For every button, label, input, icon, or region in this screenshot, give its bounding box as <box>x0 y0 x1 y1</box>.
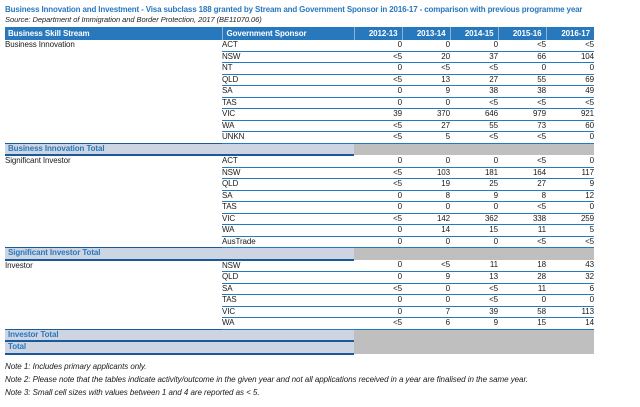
grand-total-row <box>5 341 594 354</box>
value-cell: 117 <box>546 167 594 179</box>
table-row <box>5 213 594 225</box>
value-cell: 0 <box>354 86 402 98</box>
source-line: Source: Department of Immigration and Border Protection, 2017 (BE11070.06) <box>5 15 262 24</box>
value-cell: <5 <box>402 63 450 75</box>
value-cell: 7 <box>402 306 450 318</box>
table-row <box>5 167 594 179</box>
total-values-cell <box>354 248 594 260</box>
sponsor-cell: NSW <box>222 51 354 63</box>
value-cell: 0 <box>402 202 450 214</box>
value-cell: 15 <box>498 318 546 330</box>
value-cell: 37 <box>450 51 498 63</box>
value-cell: 14 <box>402 225 450 237</box>
value-cell: 20 <box>402 51 450 63</box>
value-cell: <5 <box>402 260 450 272</box>
total-values-cell <box>354 329 594 341</box>
stream-cell <box>5 63 222 75</box>
value-cell: <5 <box>546 40 594 51</box>
total-label-cell: Significant Investor Total <box>5 248 354 260</box>
stream-cell <box>5 213 222 225</box>
column-header-government-sponsor: Government Sponsor <box>222 27 354 40</box>
sponsor-cell: WA <box>222 120 354 132</box>
sponsor-cell: ACT <box>222 155 354 167</box>
stream-cell <box>5 272 222 284</box>
value-cell: 5 <box>402 132 450 144</box>
value-cell: 5 <box>546 225 594 237</box>
stream-cell <box>5 202 222 214</box>
table-row <box>5 97 594 109</box>
header-row <box>5 27 594 40</box>
value-cell: 113 <box>546 306 594 318</box>
table-row <box>5 86 594 98</box>
sponsor-cell: SA <box>222 86 354 98</box>
table-row <box>5 132 594 144</box>
value-cell: 38 <box>450 86 498 98</box>
value-cell: 0 <box>402 236 450 248</box>
value-cell: 0 <box>402 97 450 109</box>
stream-cell <box>5 97 222 109</box>
value-cell: 9 <box>402 272 450 284</box>
sponsor-cell: UNKN <box>222 132 354 144</box>
total-values-cell <box>354 143 594 155</box>
sponsor-cell: QLD <box>222 272 354 284</box>
value-cell: 49 <box>546 86 594 98</box>
table-body <box>5 40 594 354</box>
value-cell: <5 <box>354 167 402 179</box>
value-cell: 338 <box>498 213 546 225</box>
value-cell: 18 <box>498 260 546 272</box>
value-cell: 0 <box>546 295 594 307</box>
value-cell: 19 <box>402 179 450 191</box>
value-cell: 259 <box>546 213 594 225</box>
stream-cell <box>5 51 222 63</box>
value-cell: 181 <box>450 167 498 179</box>
stream-cell <box>5 109 222 121</box>
value-cell: 9 <box>546 179 594 191</box>
value-cell: 55 <box>498 74 546 86</box>
value-cell: 27 <box>450 74 498 86</box>
note-2: Note 2: Please note that the tables indicate activity/outcome in the given year and not all applications received in a year are finalised in the same year. <box>5 374 528 384</box>
table-row <box>5 306 594 318</box>
stream-cell <box>5 86 222 98</box>
sponsor-cell: TAS <box>222 295 354 307</box>
value-cell: 73 <box>498 120 546 132</box>
value-cell: 9 <box>402 86 450 98</box>
value-cell: 0 <box>546 155 594 167</box>
table-row <box>5 295 594 307</box>
value-cell: 12 <box>546 190 594 202</box>
value-cell: 142 <box>402 213 450 225</box>
sponsor-cell: WA <box>222 225 354 237</box>
column-header-2015-16: 2015-16 <box>498 27 546 40</box>
value-cell: 13 <box>450 272 498 284</box>
value-cell: <5 <box>498 202 546 214</box>
stream-cell <box>5 225 222 237</box>
stream-cell: Investor <box>5 260 33 270</box>
value-cell: 8 <box>498 190 546 202</box>
value-cell: 38 <box>498 86 546 98</box>
value-cell: 58 <box>498 306 546 318</box>
stream-cell <box>5 167 222 179</box>
value-cell: 921 <box>546 109 594 121</box>
stream-cell <box>5 318 222 330</box>
value-cell: 43 <box>546 260 594 272</box>
value-cell: 0 <box>354 97 402 109</box>
value-cell: 0 <box>498 63 546 75</box>
value-cell: 0 <box>498 295 546 307</box>
value-cell: 0 <box>354 63 402 75</box>
value-cell: 362 <box>450 213 498 225</box>
sponsor-cell: SA <box>222 190 354 202</box>
notes-section <box>5 360 640 399</box>
value-cell: <5 <box>354 179 402 191</box>
table-row <box>5 260 594 272</box>
column-header-2012-13: 2012-13 <box>354 27 402 40</box>
value-cell: <5 <box>498 97 546 109</box>
value-cell: <5 <box>354 318 402 330</box>
value-cell: 979 <box>498 109 546 121</box>
table-row <box>5 74 594 86</box>
value-cell: 13 <box>402 74 450 86</box>
table-row <box>5 120 594 132</box>
value-cell: 66 <box>498 51 546 63</box>
value-cell: 103 <box>402 167 450 179</box>
sponsor-cell: QLD <box>222 74 354 86</box>
total-label-cell: Business Innovation Total <box>5 143 354 155</box>
table-row <box>5 318 594 330</box>
stream-cell <box>5 132 222 144</box>
value-cell: 14 <box>546 318 594 330</box>
value-cell: <5 <box>450 63 498 75</box>
value-cell: <5 <box>498 155 546 167</box>
value-cell: <5 <box>498 40 546 51</box>
value-cell: 164 <box>498 167 546 179</box>
sponsor-cell: VIC <box>222 306 354 318</box>
value-cell: 11 <box>498 225 546 237</box>
sponsor-cell: TAS <box>222 97 354 109</box>
value-cell: 6 <box>546 283 594 295</box>
value-cell: 0 <box>354 260 402 272</box>
value-cell: 27 <box>498 179 546 191</box>
table-row <box>5 283 594 295</box>
sponsor-cell: SA <box>222 283 354 295</box>
value-cell: 55 <box>450 120 498 132</box>
column-header-2014-15: 2014-15 <box>450 27 498 40</box>
value-cell: 0 <box>354 306 402 318</box>
value-cell: 0 <box>354 295 402 307</box>
value-cell: 0 <box>450 40 498 51</box>
grand-total-label-cell: Total <box>5 341 354 354</box>
value-cell: <5 <box>546 97 594 109</box>
value-cell: <5 <box>354 283 402 295</box>
value-cell: 0 <box>450 236 498 248</box>
value-cell: 60 <box>546 120 594 132</box>
value-cell: 0 <box>354 40 402 51</box>
value-cell: 0 <box>354 155 402 167</box>
value-cell: 0 <box>402 155 450 167</box>
value-cell: 28 <box>498 272 546 284</box>
visa-grants-table <box>5 27 594 355</box>
sponsor-cell: ACT <box>222 40 354 51</box>
stream-cell <box>5 74 222 86</box>
stream-cell <box>5 306 222 318</box>
value-cell: 0 <box>402 40 450 51</box>
sponsor-cell: QLD <box>222 179 354 191</box>
value-cell: 32 <box>546 272 594 284</box>
sponsor-cell: AusTrade <box>222 236 354 248</box>
table-row <box>5 179 594 191</box>
sponsor-cell: WA <box>222 318 354 330</box>
value-cell: 370 <box>402 109 450 121</box>
value-cell: 39 <box>354 109 402 121</box>
value-cell: <5 <box>546 236 594 248</box>
note-1: Note 1: Includes primary applicants only. <box>5 361 147 371</box>
stream-cell <box>5 190 222 202</box>
value-cell: <5 <box>450 132 498 144</box>
column-header-2013-14: 2013-14 <box>402 27 450 40</box>
table-row <box>5 236 594 248</box>
value-cell: 0 <box>354 225 402 237</box>
value-cell: 39 <box>450 306 498 318</box>
stream-cell <box>5 283 222 295</box>
total-row <box>5 143 594 155</box>
report-title: Business Innovation and Investment - Visa subclass 188 granted by Stream and Government Sponsor in 2016-17 - comparison with previous programme year <box>5 5 583 14</box>
value-cell: 9 <box>450 190 498 202</box>
sponsor-cell: VIC <box>222 213 354 225</box>
value-cell: 25 <box>450 179 498 191</box>
table-row <box>5 190 594 202</box>
sponsor-cell: NT <box>222 63 354 75</box>
value-cell: 9 <box>450 318 498 330</box>
value-cell: 646 <box>450 109 498 121</box>
sponsor-cell: VIC <box>222 109 354 121</box>
column-header-business-skill-stream: Business Skill Stream <box>5 27 222 40</box>
table-row <box>5 40 594 51</box>
value-cell: <5 <box>354 132 402 144</box>
table-row <box>5 63 594 75</box>
value-cell: 0 <box>402 283 450 295</box>
value-cell: <5 <box>498 132 546 144</box>
stream-cell <box>5 120 222 132</box>
table-row <box>5 272 594 284</box>
table-row <box>5 202 594 214</box>
value-cell: 69 <box>546 74 594 86</box>
value-cell: 104 <box>546 51 594 63</box>
value-cell: 0 <box>354 190 402 202</box>
value-cell: <5 <box>354 213 402 225</box>
value-cell: 6 <box>402 318 450 330</box>
value-cell: 15 <box>450 225 498 237</box>
column-header-2016-17: 2016-17 <box>546 27 594 40</box>
value-cell: 0 <box>402 295 450 307</box>
total-row <box>5 248 594 260</box>
value-cell: <5 <box>354 51 402 63</box>
value-cell: 0 <box>450 155 498 167</box>
value-cell: <5 <box>450 295 498 307</box>
total-row <box>5 329 594 341</box>
value-cell: 8 <box>402 190 450 202</box>
stream-cell <box>5 179 222 191</box>
value-cell: 0 <box>546 132 594 144</box>
value-cell: <5 <box>354 74 402 86</box>
table-row <box>5 155 594 167</box>
stream-cell <box>5 295 222 307</box>
value-cell: 0 <box>354 236 402 248</box>
table-row <box>5 225 594 237</box>
sponsor-cell: NSW <box>222 260 354 272</box>
value-cell: <5 <box>498 236 546 248</box>
table-row <box>5 109 594 121</box>
value-cell: <5 <box>450 283 498 295</box>
value-cell: <5 <box>450 97 498 109</box>
grand-total-values-cell <box>354 341 594 354</box>
value-cell: 0 <box>450 202 498 214</box>
note-3: Note 3: Small cell sizes with values between 1 and 4 are reported as < 5. <box>5 387 260 397</box>
table-row <box>5 51 594 63</box>
value-cell: 11 <box>498 283 546 295</box>
value-cell: 0 <box>354 202 402 214</box>
total-label-cell: Investor Total <box>5 329 354 341</box>
stream-cell <box>5 236 222 248</box>
sponsor-cell: TAS <box>222 202 354 214</box>
stream-cell: Business Innovation <box>5 40 75 50</box>
stream-cell: Significant Investor <box>5 156 71 166</box>
value-cell: 0 <box>354 272 402 284</box>
value-cell: <5 <box>354 120 402 132</box>
value-cell: 11 <box>450 260 498 272</box>
value-cell: 27 <box>402 120 450 132</box>
sponsor-cell: NSW <box>222 167 354 179</box>
value-cell: 0 <box>546 63 594 75</box>
value-cell: 0 <box>546 202 594 214</box>
